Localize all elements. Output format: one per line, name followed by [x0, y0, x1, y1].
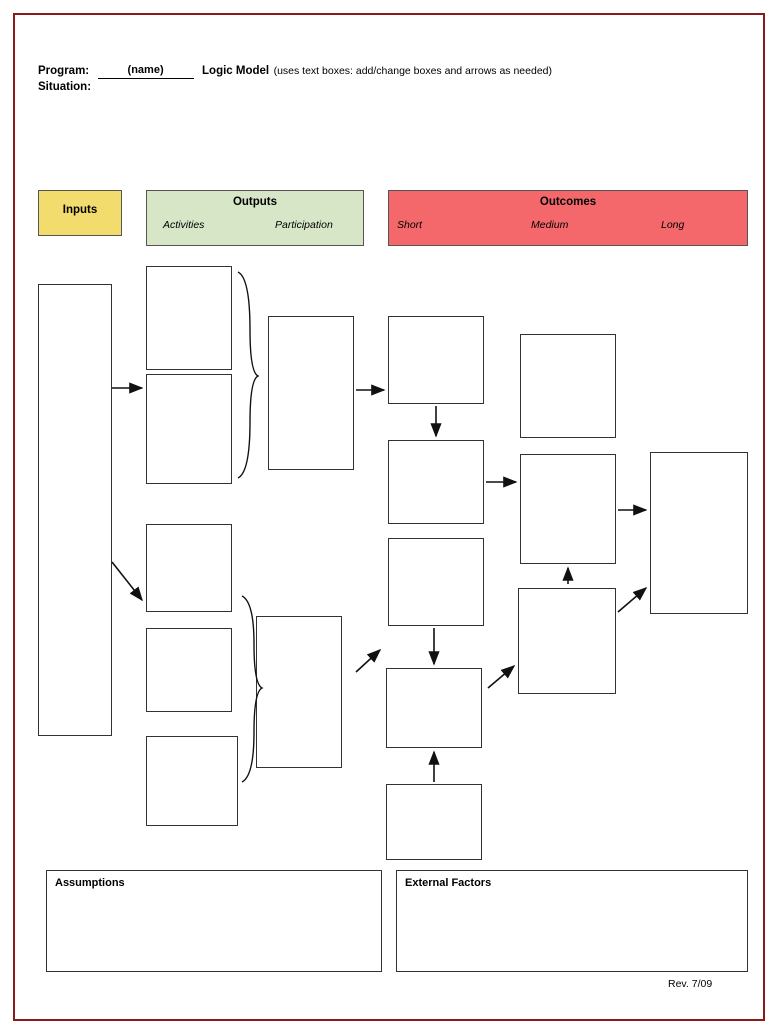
short-outcome-box-5[interactable] [386, 784, 482, 860]
banner-outcomes-long: Long [661, 219, 685, 231]
header [38, 62, 738, 94]
header-situation-line [38, 78, 738, 94]
banner-outcomes-title: Outcomes [539, 196, 597, 208]
activity-box-4[interactable] [146, 628, 232, 712]
situation-label: Situation: [38, 81, 92, 93]
medium-outcome-box-3[interactable] [518, 588, 616, 694]
participation-box-1[interactable] [268, 316, 354, 470]
program-label: Program: [38, 65, 90, 77]
logic-model-label: Logic Model [202, 65, 270, 77]
short-outcome-box-3[interactable] [388, 538, 484, 626]
banner-outcomes-medium: Medium [531, 219, 569, 231]
short-outcome-box-1[interactable] [388, 316, 484, 404]
banner-outputs-activities: Activities [163, 219, 205, 231]
medium-outcome-box-2[interactable] [520, 454, 616, 564]
activity-box-3[interactable] [146, 524, 232, 612]
assumptions-title: Assumptions [55, 877, 125, 889]
header-program-line [38, 62, 738, 78]
participation-box-2[interactable] [256, 616, 342, 768]
activity-box-5[interactable] [146, 736, 238, 826]
external-factors-panel[interactable] [396, 870, 748, 972]
banner-outputs [146, 190, 364, 246]
activity-box-1[interactable] [146, 266, 232, 370]
medium-outcome-box-1[interactable] [520, 334, 616, 438]
short-outcome-box-2[interactable] [388, 440, 484, 524]
banner-inputs-title: Inputs [62, 204, 98, 216]
assumptions-panel[interactable] [46, 870, 382, 972]
short-outcome-box-4[interactable] [386, 668, 482, 748]
banner-inputs [38, 190, 122, 236]
header-note: (uses text boxes: add/change boxes and arrows as needed) [273, 65, 553, 77]
banner-outcomes [388, 190, 748, 246]
activity-box-2[interactable] [146, 374, 232, 484]
program-name-field[interactable]: (name) [98, 62, 194, 79]
banner-outcomes-short: Short [397, 219, 423, 231]
inputs-box[interactable] [38, 284, 112, 736]
external-factors-title: External Factors [405, 877, 492, 889]
long-outcome-box-1[interactable] [650, 452, 748, 614]
banner-outputs-participation: Participation [275, 219, 333, 231]
banner-outputs-title: Outputs [232, 196, 278, 208]
revision-label: Rev. 7/09 [668, 978, 713, 990]
